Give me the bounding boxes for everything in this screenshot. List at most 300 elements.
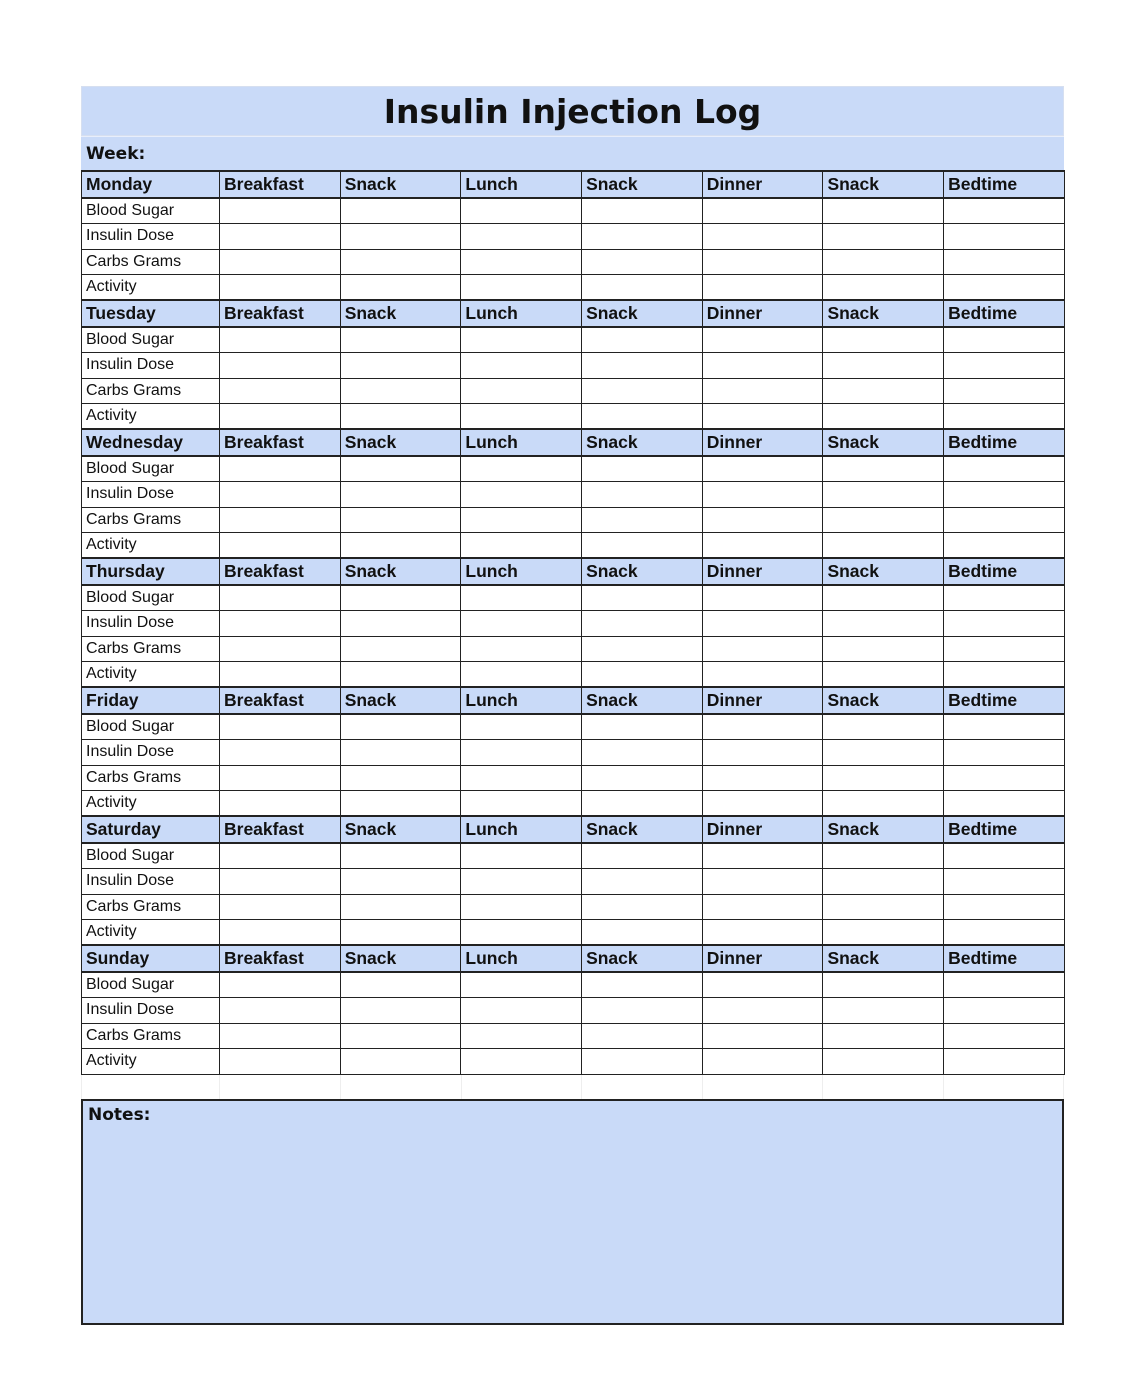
log-entry-cell[interactable] [340, 869, 461, 895]
log-entry-cell[interactable] [823, 894, 944, 920]
log-entry-cell[interactable] [823, 611, 944, 637]
table-row [82, 611, 1065, 637]
log-entry-cell[interactable] [582, 843, 703, 869]
log-entry-cell[interactable] [944, 791, 1065, 817]
day-header-row-monday [82, 171, 1065, 198]
log-entry-cell[interactable] [582, 998, 703, 1024]
meal-column-header: Bedtime [944, 945, 1065, 972]
table-row [82, 456, 1065, 482]
log-entry-cell[interactable] [220, 456, 341, 482]
log-entry-cell[interactable] [702, 765, 823, 791]
log-entry-cell[interactable] [461, 791, 582, 817]
log-entry-cell[interactable] [823, 998, 944, 1024]
log-entry-cell[interactable] [582, 791, 703, 817]
log-entry-cell[interactable] [823, 533, 944, 559]
log-entry-cell[interactable] [340, 972, 461, 998]
day-label: Wednesday [82, 429, 220, 456]
log-entry-cell[interactable] [702, 843, 823, 869]
log-entry-cell[interactable] [944, 198, 1065, 224]
log-entry-cell[interactable] [823, 765, 944, 791]
log-entry-cell[interactable] [702, 404, 823, 430]
log-entry-cell[interactable] [340, 482, 461, 508]
log-entry-cell[interactable] [823, 869, 944, 895]
day-label: Sunday [82, 945, 220, 972]
log-entry-cell[interactable] [944, 1049, 1065, 1075]
table-row [82, 224, 1065, 250]
log-entry-cell[interactable] [944, 1023, 1065, 1049]
log-entry-cell[interactable] [702, 998, 823, 1024]
table-row [82, 198, 1065, 224]
log-entry-cell[interactable] [461, 740, 582, 766]
log-entry-cell[interactable] [702, 275, 823, 301]
log-entry-cell[interactable] [823, 198, 944, 224]
log-entry-cell[interactable] [461, 636, 582, 662]
log-entry-cell[interactable] [220, 972, 341, 998]
log-entry-cell[interactable] [340, 636, 461, 662]
metric-label: Blood Sugar [82, 585, 220, 611]
log-entry-cell[interactable] [340, 791, 461, 817]
log-entry-cell[interactable] [702, 894, 823, 920]
meal-column-header: Snack [582, 687, 703, 714]
log-entry-cell[interactable] [461, 1049, 582, 1075]
log-entry-cell[interactable] [220, 249, 341, 275]
metric-label: Carbs Grams [82, 507, 220, 533]
log-entry-cell[interactable] [823, 972, 944, 998]
log-entry-cell[interactable] [461, 353, 582, 379]
metric-label: Insulin Dose [82, 998, 220, 1024]
log-entry-cell[interactable] [944, 998, 1065, 1024]
log-entry-cell[interactable] [340, 998, 461, 1024]
log-entry-cell[interactable] [340, 224, 461, 250]
log-entry-cell[interactable] [823, 1023, 944, 1049]
log-entry-cell[interactable] [582, 894, 703, 920]
log-entry-cell[interactable] [944, 533, 1065, 559]
log-entry-cell[interactable] [582, 714, 703, 740]
day-label: Tuesday [82, 300, 220, 327]
log-entry-cell[interactable] [220, 275, 341, 301]
meal-column-header: Dinner [702, 429, 823, 456]
log-entry-cell[interactable] [944, 378, 1065, 404]
log-entry-cell[interactable] [220, 404, 341, 430]
log-entry-cell[interactable] [823, 327, 944, 353]
log-entry-cell[interactable] [582, 327, 703, 353]
log-entry-cell[interactable] [823, 353, 944, 379]
meal-column-header: Bedtime [944, 558, 1065, 585]
log-entry-cell[interactable] [582, 740, 703, 766]
log-entry-cell[interactable] [220, 920, 341, 946]
log-entry-cell[interactable] [582, 404, 703, 430]
log-entry-cell[interactable] [702, 972, 823, 998]
meal-column-header: Breakfast [220, 945, 341, 972]
day-header-row-sunday [82, 945, 1065, 972]
log-entry-cell[interactable] [702, 791, 823, 817]
meal-column-header: Snack [340, 687, 461, 714]
log-entry-cell[interactable] [823, 249, 944, 275]
log-entry-cell[interactable] [702, 353, 823, 379]
log-entry-cell[interactable] [944, 714, 1065, 740]
log-entry-cell[interactable] [582, 636, 703, 662]
log-entry-cell[interactable] [220, 894, 341, 920]
day-header-row-tuesday [82, 300, 1065, 327]
log-entry-cell[interactable] [340, 585, 461, 611]
day-header-row-friday [82, 687, 1065, 714]
meal-column-header: Lunch [461, 945, 582, 972]
log-entry-cell[interactable] [944, 249, 1065, 275]
log-entry-cell[interactable] [944, 482, 1065, 508]
log-entry-cell[interactable] [461, 714, 582, 740]
meal-column-header: Snack [582, 945, 703, 972]
log-entry-cell[interactable] [461, 533, 582, 559]
log-entry-cell[interactable] [944, 740, 1065, 766]
table-row [82, 740, 1065, 766]
log-entry-cell[interactable] [340, 327, 461, 353]
log-entry-cell[interactable] [340, 404, 461, 430]
metric-label: Carbs Grams [82, 378, 220, 404]
day-label: Saturday [82, 816, 220, 843]
log-entry-cell[interactable] [340, 765, 461, 791]
log-entry-cell[interactable] [461, 998, 582, 1024]
meal-column-header: Breakfast [220, 816, 341, 843]
day-label: Friday [82, 687, 220, 714]
log-entry-cell[interactable] [220, 327, 341, 353]
meal-column-header: Dinner [702, 687, 823, 714]
log-entry-cell[interactable] [702, 249, 823, 275]
log-entry-cell[interactable] [944, 869, 1065, 895]
log-entry-cell[interactable] [582, 507, 703, 533]
log-entry-cell[interactable] [823, 585, 944, 611]
metric-label: Carbs Grams [82, 636, 220, 662]
log-entry-cell[interactable] [461, 765, 582, 791]
log-entry-cell[interactable] [702, 611, 823, 637]
meal-column-header: Dinner [702, 558, 823, 585]
log-entry-cell[interactable] [944, 353, 1065, 379]
meal-column-header: Lunch [461, 429, 582, 456]
log-entry-cell[interactable] [944, 456, 1065, 482]
log-entry-cell[interactable] [702, 636, 823, 662]
notes-box[interactable] [81, 1099, 1064, 1325]
log-entry-cell[interactable] [823, 920, 944, 946]
log-entry-cell[interactable] [220, 611, 341, 637]
log-entry-cell[interactable] [823, 636, 944, 662]
log-entry-cell[interactable] [340, 740, 461, 766]
log-entry-cell[interactable] [220, 662, 341, 688]
day-header-row-saturday [82, 816, 1065, 843]
log-entry-cell[interactable] [220, 482, 341, 508]
meal-column-header: Dinner [702, 171, 823, 198]
log-entry-cell[interactable] [823, 843, 944, 869]
table-row [82, 327, 1065, 353]
log-entry-cell[interactable] [582, 1049, 703, 1075]
log-entry-cell[interactable] [944, 327, 1065, 353]
table-row [82, 714, 1065, 740]
log-entry-cell[interactable] [220, 533, 341, 559]
log-entry-cell[interactable] [823, 740, 944, 766]
log-entry-cell[interactable] [944, 972, 1065, 998]
log-entry-cell[interactable] [340, 353, 461, 379]
log-entry-cell[interactable] [461, 275, 582, 301]
log-entry-cell[interactable] [823, 714, 944, 740]
log-entry-cell[interactable] [582, 482, 703, 508]
log-entry-cell[interactable] [340, 533, 461, 559]
log-entry-cell[interactable] [702, 198, 823, 224]
day-header-row-wednesday [82, 429, 1065, 456]
meal-column-header: Lunch [461, 558, 582, 585]
log-entry-cell[interactable] [702, 920, 823, 946]
log-entry-cell[interactable] [461, 507, 582, 533]
table-row [82, 378, 1065, 404]
log-entry-cell[interactable] [582, 533, 703, 559]
log-entry-cell[interactable] [461, 843, 582, 869]
log-entry-cell[interactable] [702, 533, 823, 559]
log-entry-cell[interactable] [582, 456, 703, 482]
metric-label: Insulin Dose [82, 869, 220, 895]
table-row [82, 791, 1065, 817]
log-entry-cell[interactable] [823, 662, 944, 688]
log-entry-cell[interactable] [220, 765, 341, 791]
meal-column-header: Bedtime [944, 429, 1065, 456]
meal-column-header: Snack [340, 816, 461, 843]
table-row [82, 869, 1065, 895]
table-row [82, 482, 1065, 508]
day-label: Thursday [82, 558, 220, 585]
table-row [82, 972, 1065, 998]
log-entry-cell[interactable] [702, 378, 823, 404]
log-entry-cell[interactable] [702, 714, 823, 740]
meal-column-header: Snack [823, 171, 944, 198]
log-entry-cell[interactable] [461, 404, 582, 430]
log-entry-cell[interactable] [461, 869, 582, 895]
week-label: Week: [86, 143, 146, 164]
log-entry-cell[interactable] [823, 791, 944, 817]
log-entry-cell[interactable] [461, 585, 582, 611]
metric-label: Carbs Grams [82, 249, 220, 275]
log-entry-cell[interactable] [702, 662, 823, 688]
meal-column-header: Breakfast [220, 300, 341, 327]
log-entry-cell[interactable] [461, 378, 582, 404]
meal-column-header: Breakfast [220, 558, 341, 585]
log-entry-cell[interactable] [944, 611, 1065, 637]
log-entry-cell[interactable] [823, 456, 944, 482]
log-entry-cell[interactable] [340, 611, 461, 637]
log-entry-cell[interactable] [340, 378, 461, 404]
log-entry-cell[interactable] [944, 920, 1065, 946]
meal-column-header: Bedtime [944, 687, 1065, 714]
log-entry-cell[interactable] [944, 224, 1065, 250]
log-entry-cell[interactable] [340, 714, 461, 740]
log-entry-cell[interactable] [461, 662, 582, 688]
log-entry-cell[interactable] [702, 1023, 823, 1049]
log-entry-cell[interactable] [461, 249, 582, 275]
log-entry-cell[interactable] [340, 1049, 461, 1075]
log-entry-cell[interactable] [461, 224, 582, 250]
table-row [82, 275, 1065, 301]
meal-column-header: Lunch [461, 300, 582, 327]
log-entry-cell[interactable] [340, 275, 461, 301]
metric-label: Carbs Grams [82, 1023, 220, 1049]
meal-column-header: Snack [823, 687, 944, 714]
log-entry-cell[interactable] [582, 224, 703, 250]
meal-column-header: Snack [340, 945, 461, 972]
log-entry-cell[interactable] [582, 198, 703, 224]
log-entry-cell[interactable] [582, 353, 703, 379]
log-entry-cell[interactable] [823, 1049, 944, 1075]
log-entry-cell[interactable] [702, 224, 823, 250]
table-row [82, 353, 1065, 379]
log-entry-cell[interactable] [340, 249, 461, 275]
table-row [82, 404, 1065, 430]
meal-column-header: Snack [823, 429, 944, 456]
log-entry-cell[interactable] [702, 1049, 823, 1075]
metric-label: Insulin Dose [82, 482, 220, 508]
log-entry-cell[interactable] [220, 869, 341, 895]
log-entry-cell[interactable] [944, 636, 1065, 662]
log-entry-cell[interactable] [220, 353, 341, 379]
log-entry-cell[interactable] [461, 920, 582, 946]
log-table [81, 170, 1065, 1075]
page-title: Insulin Injection Log [383, 91, 762, 131]
log-entry-cell[interactable] [340, 894, 461, 920]
metric-label: Blood Sugar [82, 198, 220, 224]
log-entry-cell[interactable] [220, 1049, 341, 1075]
meal-column-header: Breakfast [220, 429, 341, 456]
metric-label: Activity [82, 662, 220, 688]
day-label: Monday [82, 171, 220, 198]
spacer-row [81, 1075, 1064, 1099]
log-entry-cell[interactable] [220, 843, 341, 869]
log-entry-cell[interactable] [220, 507, 341, 533]
log-entry-cell[interactable] [702, 456, 823, 482]
log-entry-cell[interactable] [944, 662, 1065, 688]
metric-label: Activity [82, 1049, 220, 1075]
log-entry-cell[interactable] [340, 1023, 461, 1049]
metric-label: Activity [82, 404, 220, 430]
log-entry-cell[interactable] [461, 1023, 582, 1049]
meal-column-header: Snack [340, 300, 461, 327]
log-entry-cell[interactable] [461, 456, 582, 482]
log-entry-cell[interactable] [702, 869, 823, 895]
log-entry-cell[interactable] [582, 1023, 703, 1049]
log-entry-cell[interactable] [823, 404, 944, 430]
log-entry-cell[interactable] [702, 327, 823, 353]
meal-column-header: Lunch [461, 687, 582, 714]
log-entry-cell[interactable] [702, 585, 823, 611]
log-entry-cell[interactable] [461, 482, 582, 508]
table-row [82, 507, 1065, 533]
log-entry-cell[interactable] [220, 224, 341, 250]
log-entry-cell[interactable] [582, 869, 703, 895]
log-entry-cell[interactable] [582, 378, 703, 404]
log-entry-cell[interactable] [582, 920, 703, 946]
table-row [82, 585, 1065, 611]
log-entry-cell[interactable] [461, 894, 582, 920]
log-entry-cell[interactable] [220, 585, 341, 611]
log-entry-cell[interactable] [582, 611, 703, 637]
log-entry-cell[interactable] [823, 224, 944, 250]
table-row [82, 249, 1065, 275]
log-entry-cell[interactable] [944, 894, 1065, 920]
log-entry-cell[interactable] [702, 740, 823, 766]
log-entry-cell[interactable] [340, 507, 461, 533]
log-entry-cell[interactable] [823, 507, 944, 533]
log-entry-cell[interactable] [823, 482, 944, 508]
meal-column-header: Bedtime [944, 816, 1065, 843]
log-entry-cell[interactable] [461, 198, 582, 224]
log-entry-cell[interactable] [340, 662, 461, 688]
log-entry-cell[interactable] [944, 404, 1065, 430]
log-entry-cell[interactable] [461, 327, 582, 353]
log-entry-cell[interactable] [220, 791, 341, 817]
log-entry-cell[interactable] [461, 972, 582, 998]
table-row [82, 894, 1065, 920]
meal-column-header: Dinner [702, 300, 823, 327]
log-entry-cell[interactable] [220, 198, 341, 224]
metric-label: Blood Sugar [82, 843, 220, 869]
log-entry-cell[interactable] [582, 662, 703, 688]
log-entry-cell[interactable] [340, 843, 461, 869]
log-entry-cell[interactable] [582, 275, 703, 301]
log-entry-cell[interactable] [944, 275, 1065, 301]
log-entry-cell[interactable] [702, 507, 823, 533]
log-entry-cell[interactable] [220, 740, 341, 766]
metric-label: Insulin Dose [82, 224, 220, 250]
meal-column-header: Snack [582, 558, 703, 585]
notes-label: Notes: [88, 1104, 151, 1125]
log-entry-cell[interactable] [944, 585, 1065, 611]
metric-label: Carbs Grams [82, 894, 220, 920]
meal-column-header: Breakfast [220, 687, 341, 714]
log-entry-cell[interactable] [340, 920, 461, 946]
metric-label: Activity [82, 275, 220, 301]
log-entry-cell[interactable] [220, 378, 341, 404]
table-row [82, 533, 1065, 559]
table-row [82, 765, 1065, 791]
log-entry-cell[interactable] [220, 714, 341, 740]
log-entry-cell[interactable] [944, 507, 1065, 533]
meal-column-header: Snack [823, 558, 944, 585]
log-entry-cell[interactable] [582, 972, 703, 998]
log-entry-cell[interactable] [340, 198, 461, 224]
log-entry-cell[interactable] [823, 275, 944, 301]
meal-column-header: Lunch [461, 816, 582, 843]
table-row [82, 1023, 1065, 1049]
log-entry-cell[interactable] [582, 249, 703, 275]
metric-label: Activity [82, 791, 220, 817]
metric-label: Insulin Dose [82, 353, 220, 379]
log-entry-cell[interactable] [823, 378, 944, 404]
log-entry-cell[interactable] [944, 765, 1065, 791]
meal-column-header: Snack [582, 300, 703, 327]
log-entry-cell[interactable] [461, 611, 582, 637]
log-entry-cell[interactable] [582, 585, 703, 611]
log-entry-cell[interactable] [220, 636, 341, 662]
log-entry-cell[interactable] [340, 456, 461, 482]
meal-column-header: Snack [582, 171, 703, 198]
meal-column-header: Bedtime [944, 300, 1065, 327]
metric-label: Insulin Dose [82, 611, 220, 637]
meal-column-header: Dinner [702, 816, 823, 843]
day-header-row-thursday [82, 558, 1065, 585]
log-entry-cell[interactable] [582, 765, 703, 791]
table-row [82, 998, 1065, 1024]
meal-column-header: Lunch [461, 171, 582, 198]
log-entry-cell[interactable] [220, 1023, 341, 1049]
metric-label: Blood Sugar [82, 327, 220, 353]
meal-column-header: Snack [823, 300, 944, 327]
table-row [82, 636, 1065, 662]
log-entry-cell[interactable] [220, 998, 341, 1024]
log-entry-cell[interactable] [944, 843, 1065, 869]
log-entry-cell[interactable] [702, 482, 823, 508]
